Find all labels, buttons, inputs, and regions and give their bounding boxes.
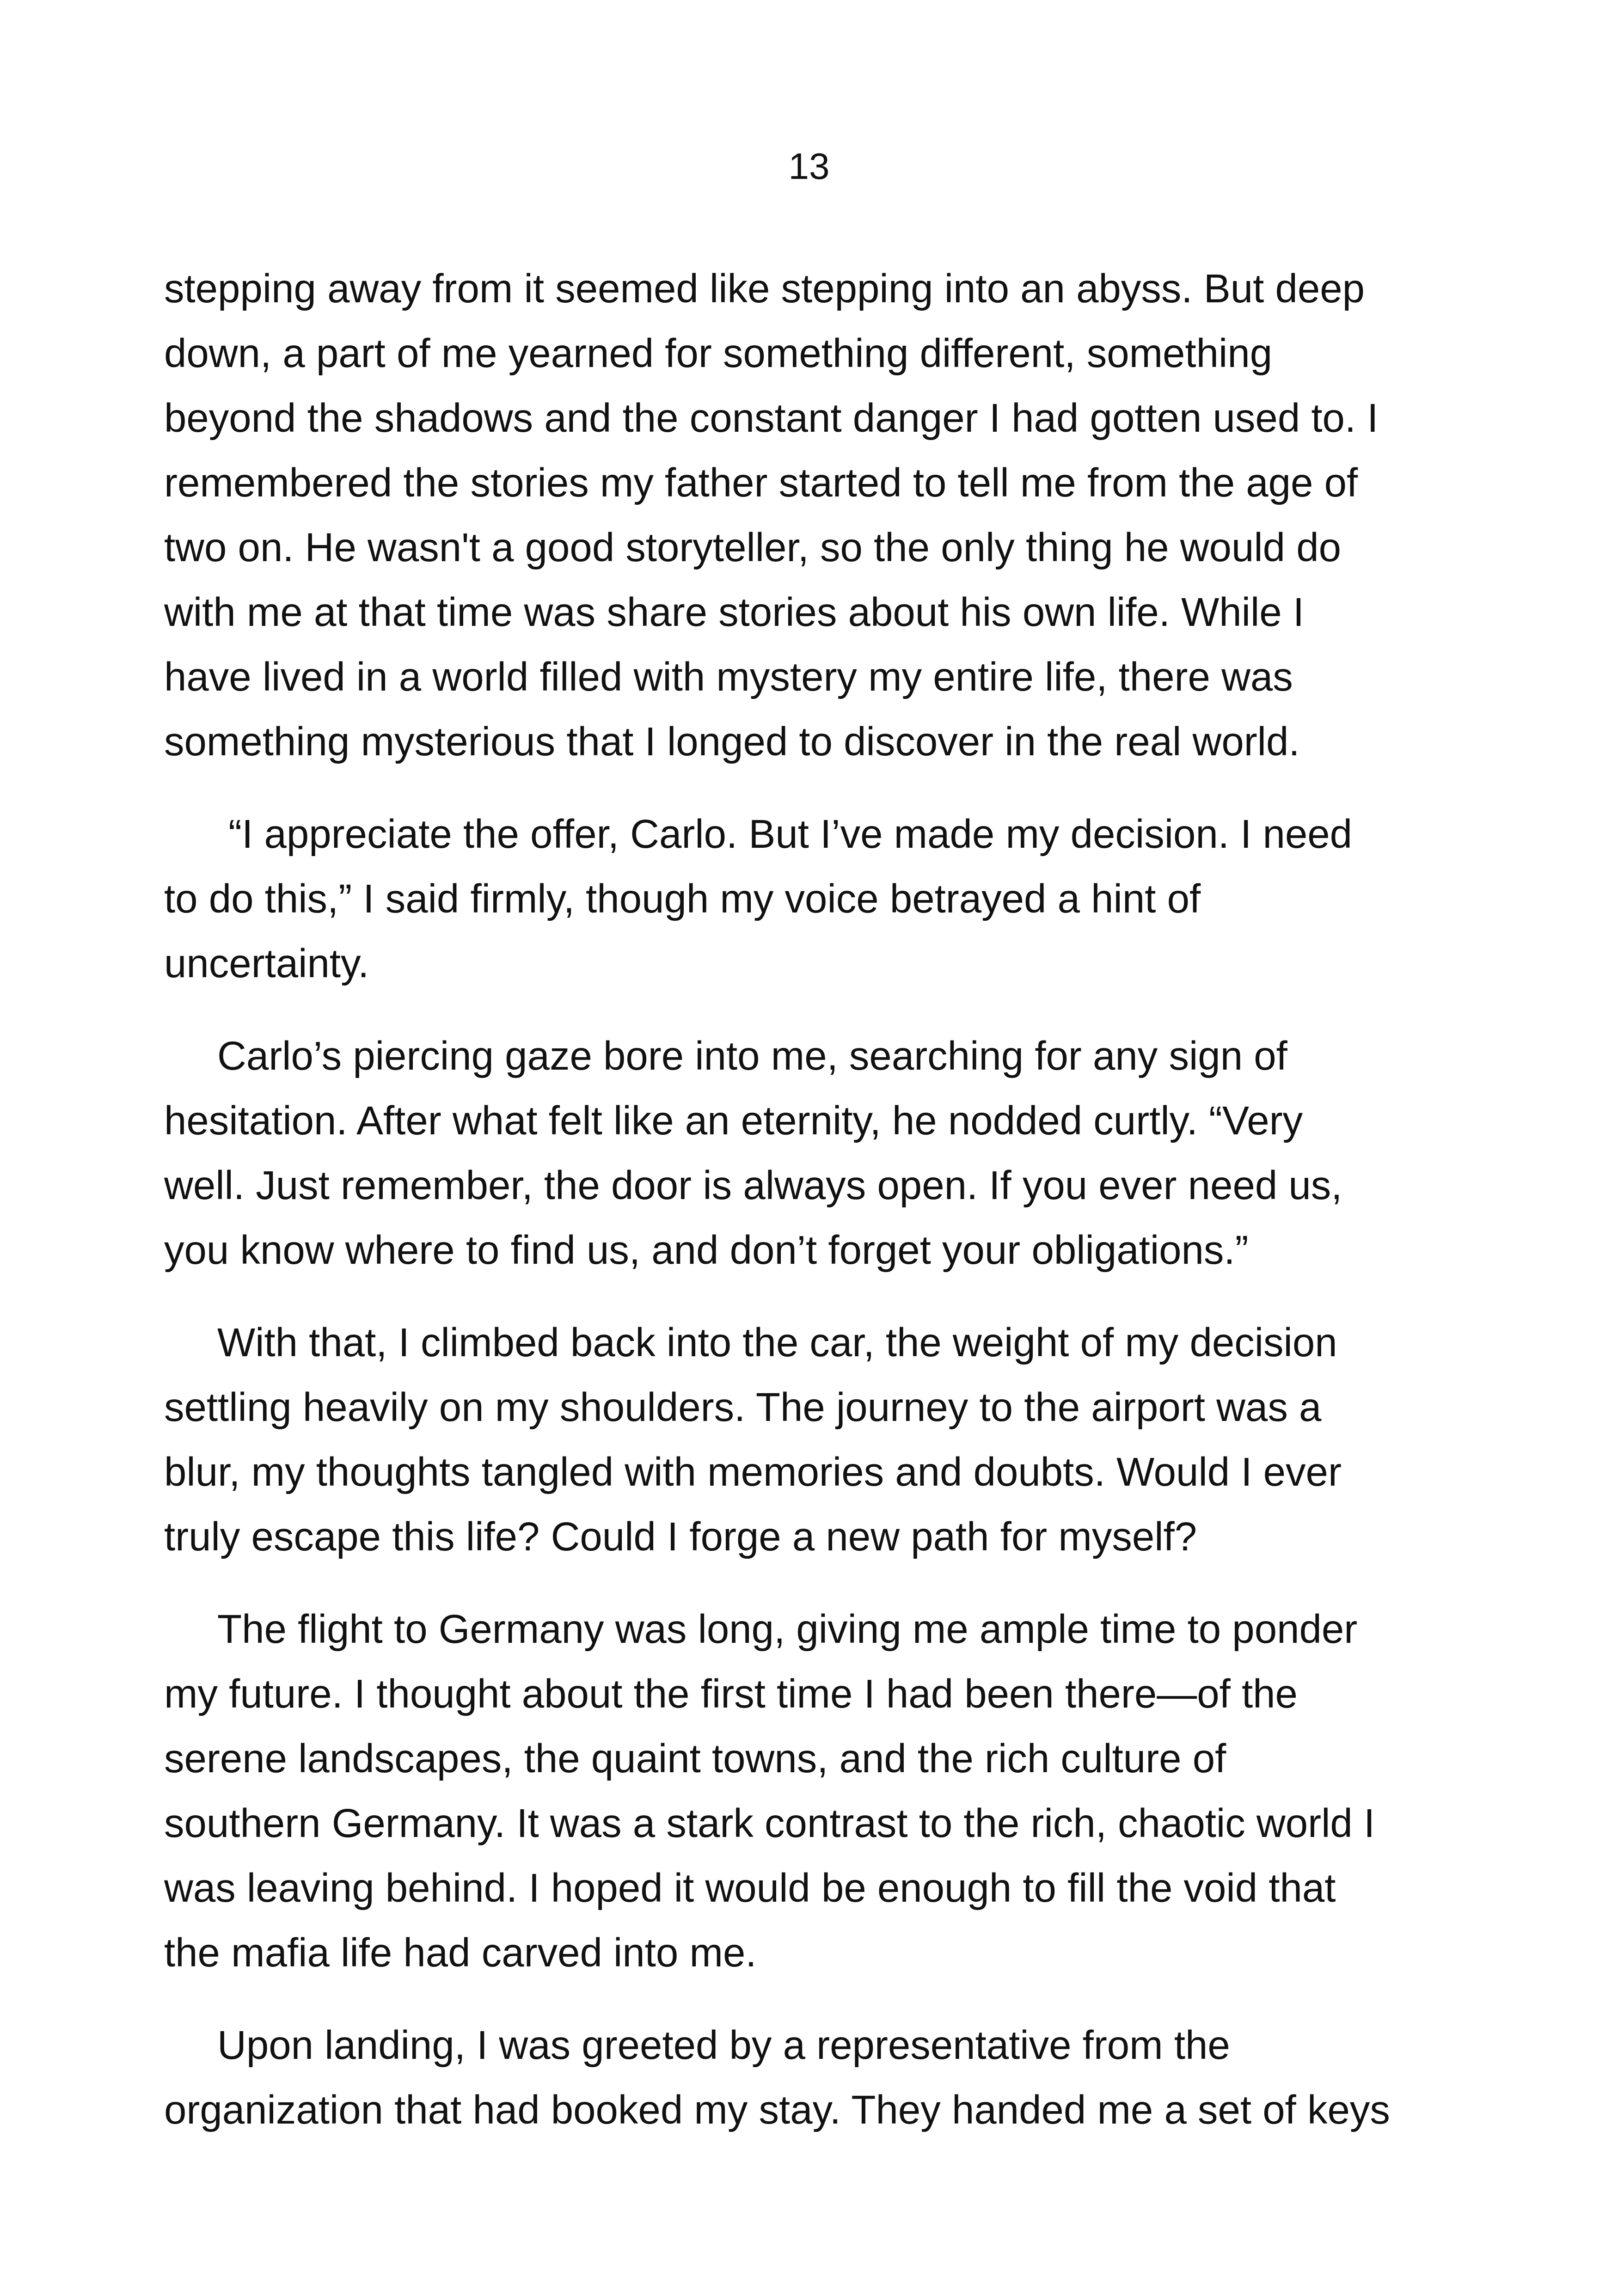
text-line: down, a part of me yearned for something different, something [164,331,1273,376]
text-line: beyond the shadows and the constant danger I had gotten used to. I [164,396,1379,441]
text-line: Carlo’s piercing gaze bore into me, searching for any sign of [217,1034,1287,1078]
text-line: was leaving behind. I hoped it would be enough to fill the void that [164,1866,1336,1910]
paragraph-6 [164,2013,1482,2143]
text-line: southern Germany. It was a stark contrast to the rich, chaotic world I [164,1801,1375,1846]
text-line: the mafia life had carved into me. [164,1930,757,1975]
text-line: organization that had booked my stay. They handed me a set of keys [164,2088,1390,2132]
text-line: The flight to Germany was long, giving me ample time to ponder [217,1607,1358,1652]
text-line: hesitation. After what felt like an eternity, he nodded curtly. “Very [164,1098,1303,1143]
text-line: Upon landing, I was greeted by a representative from the [217,2023,1230,2068]
text-line: to do this,” I said firmly, though my voice betrayed a hint of [164,876,1201,921]
text-line: blur, my thoughts tangled with memories and doubts. Would I ever [164,1450,1342,1494]
text-line: with me at that time was share stories about his own life. While I [164,590,1305,635]
paragraph-4 [164,1310,1482,1569]
text-line: serene landscapes, the quaint towns, and the rich culture of [164,1736,1226,1781]
text-line: something mysterious that I longed to discover in the real world. [164,719,1300,764]
text-line: my future. I thought about the first time I had been there—of the [164,1671,1298,1716]
text-line: remembered the stories my father started to tell me from the age of [164,460,1358,505]
text-line: settling heavily on my shoulders. The journey to the airport was a [164,1385,1322,1430]
text-line: “I appreciate the offer, Carlo. But I’ve made my decision. I need [217,812,1353,857]
text-line: two on. He wasn't a good storyteller, so the only thing he would do [164,525,1341,570]
text-line: you know where to find us, and don’t forget your obligations.” [164,1228,1249,1273]
text-line: truly escape this life? Could I forge a new path for myself? [164,1514,1197,1559]
text-line: uncertainty. [164,941,369,986]
page-number: 13 [788,146,830,187]
body-text [164,257,1482,2143]
paragraph-2 [164,802,1482,996]
paragraph-1 [164,257,1482,774]
text-line: With that, I climbed back into the car, the weight of my decision [217,1320,1337,1365]
paragraph-3 [164,1024,1482,1283]
text-line: stepping away from it seemed like stepping into an abyss. But deep [164,266,1365,311]
text-line: well. Just remember, the door is always open. If you ever need us, [164,1163,1342,1208]
text-line: have lived in a world filled with mystery my entire life, there was [164,655,1293,699]
paragraph-5 [164,1597,1482,1985]
